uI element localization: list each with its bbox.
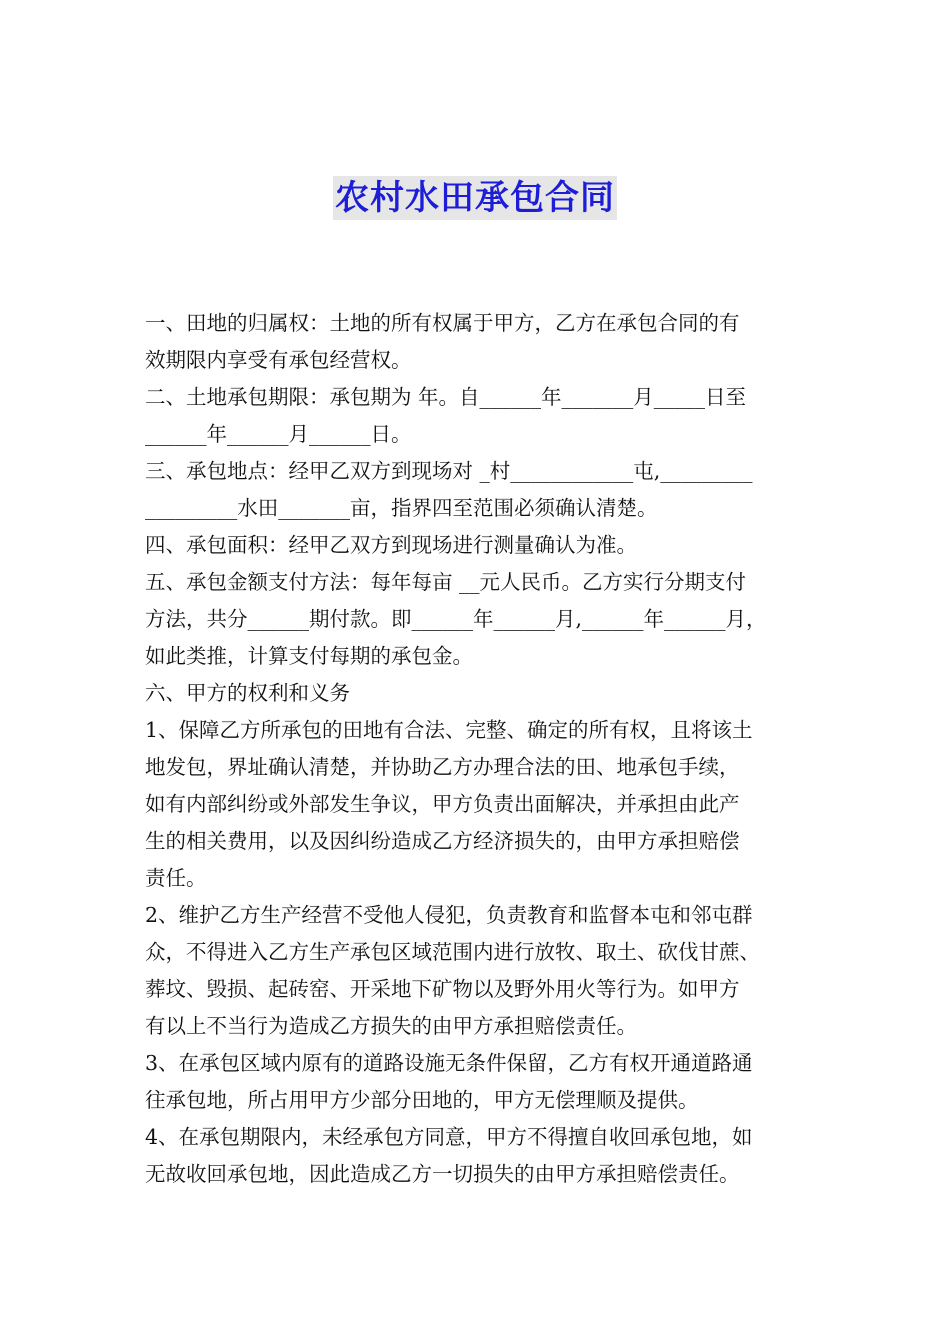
- text-line: 3、在承包区域内原有的道路设施无条件保留，乙方有权开通道路通: [145, 1051, 753, 1075]
- text-line: 责任。: [145, 866, 207, 890]
- text-line: 葬坟、毁损、起砖窑、开采地下矿物以及野外用火等行为。如甲方: [145, 977, 740, 1001]
- text-line: 效期限内享受有承包经营权。: [145, 348, 412, 372]
- text-line: 众，不得进入乙方生产承包区域范围内进行放牧、取土、砍伐甘蔗、: [145, 940, 760, 964]
- text-line: 五、承包金额支付方法：每年每亩 __元人民币。乙方实行分期支付: [145, 570, 747, 594]
- contract-body: [145, 305, 815, 1193]
- text-line: 如有内部纠纷或外部发生争议，甲方负责出面解决，并承担由此产: [145, 792, 740, 816]
- text-line: 2、维护乙方生产经营不受他人侵犯，负责教育和监督本屯和邻屯群: [145, 903, 753, 927]
- text-line: 1、保障乙方所承包的田地有合法、完整、确定的所有权，且将该土: [145, 718, 753, 742]
- text-line: 二、土地承包期限：承包期为 年。自______年_______月_____日至: [145, 385, 747, 409]
- text-line: 方法，共分______期付款。即______年______月,______年______月，: [145, 607, 767, 631]
- text-line: 4、在承包期限内，未经承包方同意，甲方不得擅自收回承包地，如: [145, 1125, 753, 1149]
- text-line: 一、田地的归属权：土地的所有权属于甲方，乙方在承包合同的有: [145, 311, 740, 335]
- text-line: 无故收回承包地，因此造成乙方一切损失的由甲方承担赔偿责任。: [145, 1162, 740, 1186]
- text-line: 如此类推，计算支付每期的承包金。: [145, 644, 473, 668]
- text-line: 三、承包地点：经甲乙双方到现场对 _村____________屯,_________: [145, 459, 753, 483]
- text-line: 有以上不当行为造成乙方损失的由甲方承担赔偿责任。: [145, 1014, 637, 1038]
- document-title: 农村水田承包合同: [335, 178, 615, 218]
- text-line: _________水田_______亩，指界四至范围必须确认清楚。: [145, 496, 658, 520]
- text-line: ______年______月______日。: [145, 422, 412, 446]
- text-line: 四、承包面积：经甲乙双方到现场进行测量确认为准。: [145, 533, 637, 557]
- text-line: 生的相关费用，以及因纠纷造成乙方经济损失的，由甲方承担赔偿: [145, 829, 740, 853]
- text-line: 六、甲方的权利和义务: [145, 681, 350, 705]
- text-line: 地发包，界址确认清楚，并协助乙方办理合法的田、地承包手续，: [145, 755, 740, 779]
- title-container: [0, 176, 950, 220]
- text-line: 往承包地，所占用甲方少部分田地的，甲方无偿理顺及提供。: [145, 1088, 699, 1112]
